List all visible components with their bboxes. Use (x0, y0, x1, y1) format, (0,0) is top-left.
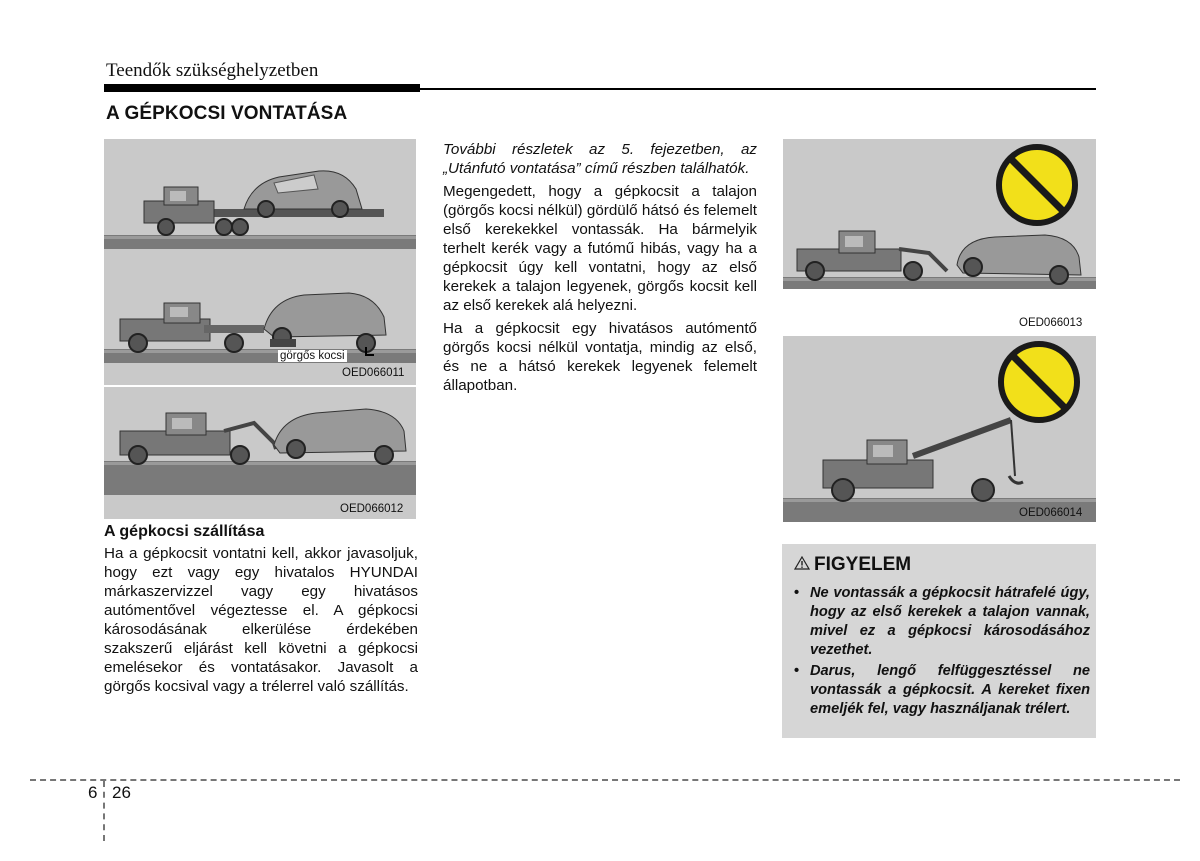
figure-flatbed-and-dolly (104, 139, 416, 385)
bullet: • (794, 585, 800, 601)
tow-illustration-flatbed (104, 139, 416, 385)
header-rule-thick (104, 84, 420, 92)
tow-illustration-prohibited-2 (783, 336, 1096, 522)
intro-note: További részletek az 5. fejezetben, az „Utánfutó vontatása” című részben találhatók. (443, 141, 757, 177)
page-number: 26 (112, 783, 131, 802)
body-paragraph-2: Ha a gépkocsit egy hivatásos autómentő görgős kocsi nélkül vontatja, mindig az első, és ne a hátsó kerekek legyenek felemelt állapotban. (443, 320, 757, 394)
figure-code: OED066011 (342, 367, 405, 379)
warning-box (782, 544, 1096, 738)
figure-code: OED066013 (1019, 317, 1083, 329)
warning-item (794, 584, 1090, 660)
left-column (104, 522, 418, 700)
warning-title: FIGYELEM (814, 554, 912, 575)
warning-text: Darus, lengő felfüggesztéssel ne vontassák a gépkocsit. A kereket fixen emeljék fel, vagy használjanak trélert. (810, 663, 1090, 717)
section-title: A GÉPKOCSI VONTATÁSA (106, 103, 348, 124)
tow-illustration-wheel-lift (104, 387, 416, 519)
bullet: • (794, 663, 800, 679)
figure-code: OED066014 (1019, 507, 1083, 519)
footer-dashed-rule (30, 779, 1180, 781)
footer-dashed-divider (103, 781, 105, 841)
chapter-number: 6 (88, 783, 98, 802)
dolly-label: görgős kocsi (280, 350, 345, 362)
body-paragraph-1: Megengedett, hogy a gépkocsit a talajon (görgős kocsi nélkül) gördülő hátsó és felemelt első kerekekkel vontassák. Ha bármelyik terhelt kerék vagy a futómű hibás, vagy ha a gépkocsit úgy kell vontatni, hogy az első kerekek a talajon legyenek, görgős kocsit kell az első kerekek alá helyezni. (443, 183, 757, 314)
warning-list (794, 584, 1090, 721)
middle-column (443, 140, 757, 399)
body-paragraph: Ha a gépkocsit vontatni kell, akkor javasoljuk, hogy ezt vagy egy hivatalos HYUNDAI márkaszervizzel vagy egy hivatásos autómentővel végeztesse el. A gépkocsi károsodásának elkerülése érdekében szakszerű eljárást kell követni a gépkocsi emelésekor és vontatásakor. Javasolt a görgős kocsival vagy a trélerrel való szállítás. (104, 545, 418, 695)
running-header: Teendők szükséghelyzetben (106, 60, 319, 81)
header-rule-thin (420, 88, 1096, 90)
tow-illustration-prohibited-1 (783, 139, 1096, 333)
figure-wheel-lift-front (104, 387, 416, 519)
warning-item (794, 662, 1090, 719)
subsection-title: A gépkocsi szállítása (104, 523, 265, 540)
figure-code: OED066012 (340, 503, 404, 515)
warning-text: Ne vontassák a gépkocsit hátrafelé úgy, hogy az első kerekek a talajon vannak, mivel ez a gépkocsi károsodásához vezethet. (810, 585, 1090, 658)
figure-prohibited-rear-lift (783, 139, 1096, 333)
figure-prohibited-sling (783, 336, 1096, 522)
warning-triangle-icon (794, 556, 810, 570)
